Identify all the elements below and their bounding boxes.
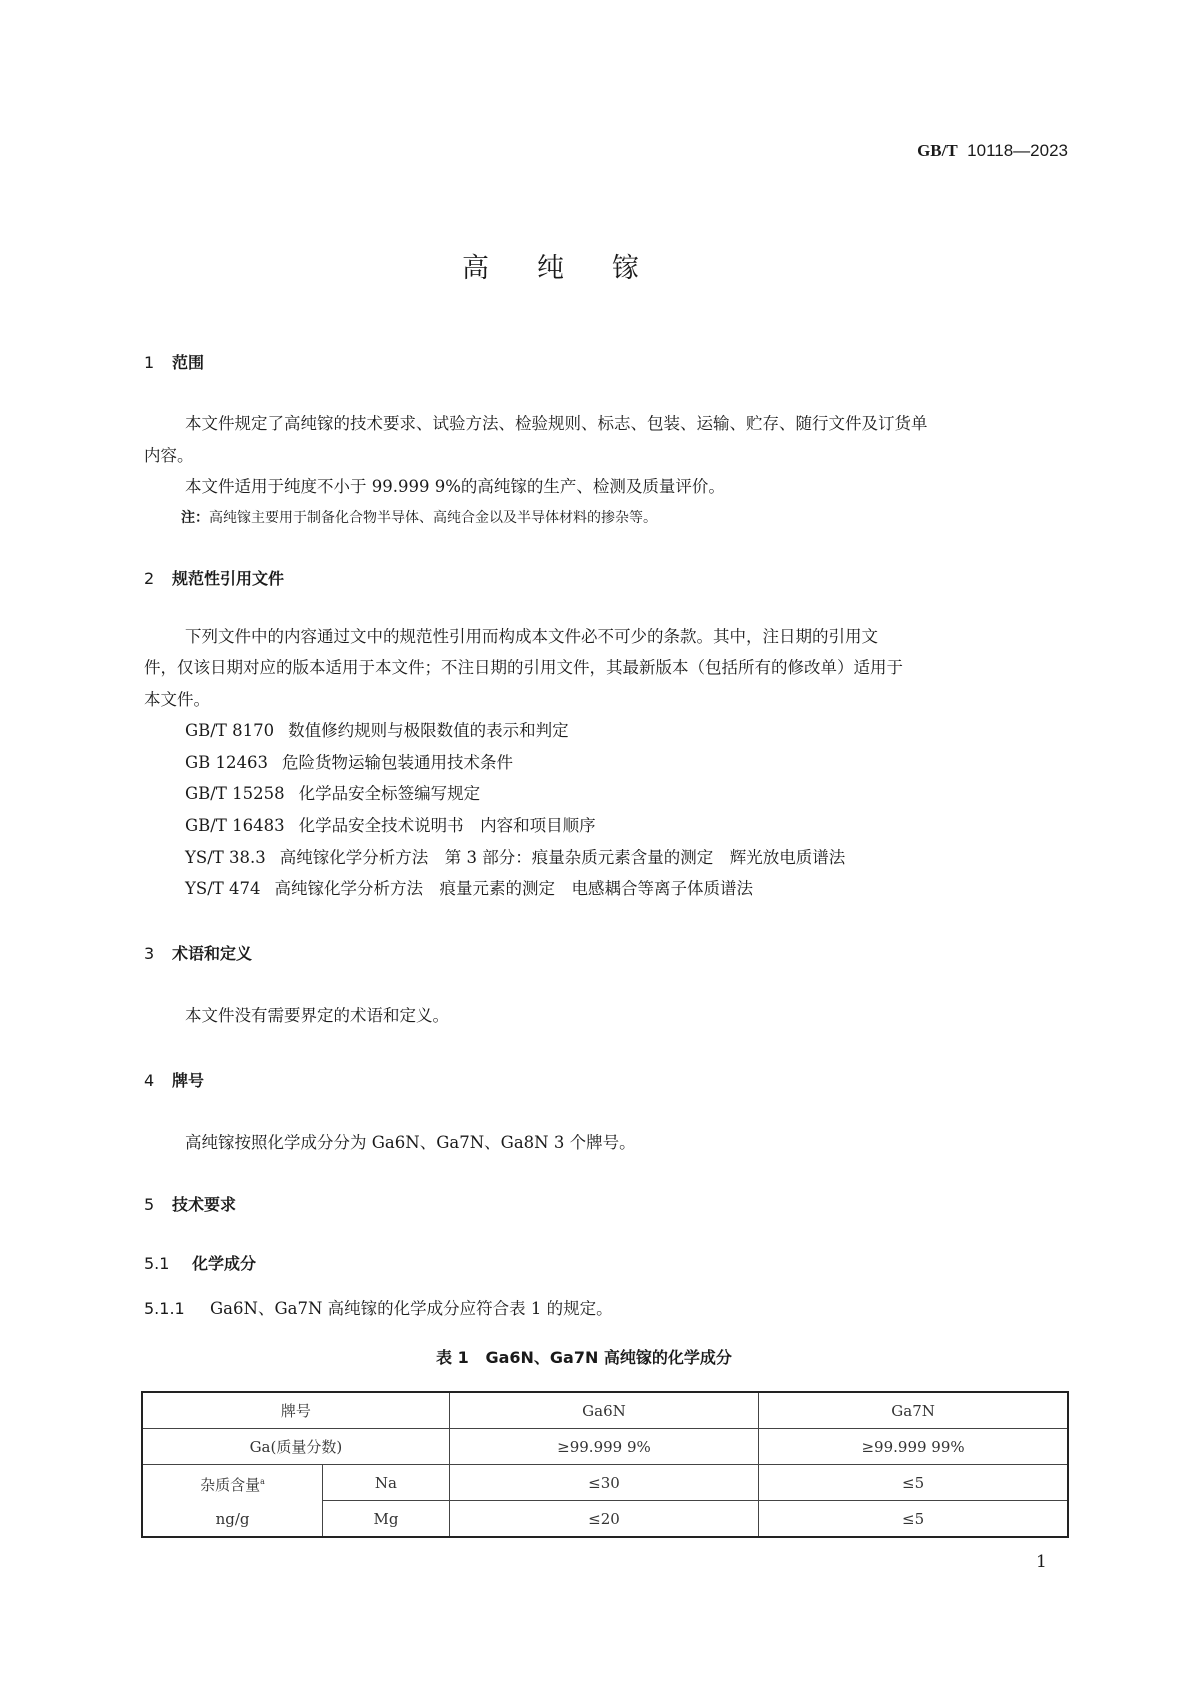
section-3-heading: 3 术语和定义 [144, 944, 253, 963]
section-2-para-line-1: 下列文件中的内容通过文中的规范性引用而构成本文件必不可少的条款。其中，注日期的引用文 [185, 627, 878, 646]
section-2-para-line-3: 本文件。 [144, 690, 210, 709]
section-1-note: 注：高纯镓主要用于制备化合物半导体、高纯合金以及半导体材料的掺杂等。 [181, 510, 657, 526]
reference-item: GB 12463 危险货物运输包装通用技术条件 [185, 753, 514, 772]
standard-number-header [917, 141, 1068, 161]
cell-ga6n-purity: ≥99.999 9% [449, 1429, 758, 1465]
element-mg: Mg [323, 1501, 450, 1538]
row-label-ga: Ga(质量分数) [142, 1429, 449, 1465]
cell-ga7n-na: ≤5 [759, 1465, 1068, 1501]
section-1-para-1: 本文件规定了高纯镓的技术要求、试验方法、检验规则、标志、包装、运输、贮存、随行文件及订货单 [185, 414, 928, 433]
chemical-composition-table [141, 1391, 1069, 1538]
reference-item: GB/T 8170 数值修约规则与极限数值的表示和判定 [185, 721, 569, 740]
section-3-para: 本文件没有需要界定的术语和定义。 [185, 1006, 449, 1025]
impurity-group-label: 杂质含量$^a$ ng/g [142, 1465, 323, 1538]
section-1-para-1-cont: 内容。 [144, 446, 194, 465]
reference-item: YS/T 38.3 高纯镓化学分析方法 第 3 部分：痕量杂质元素含量的测定 辉光放电质谱法 [185, 848, 846, 867]
header-ga6n: Ga6N [449, 1392, 758, 1429]
standard-number: 10118—2023 [967, 141, 1068, 160]
cell-ga6n-na: ≤30 [449, 1465, 758, 1501]
section-4-para: 高纯镓按照化学成分分为 Ga6N、Ga7N、Ga8N 3 个牌号。 [185, 1133, 636, 1152]
section-2-para-line-2: 件，仅该日期对应的版本适用于本文件；不注日期的引用文件，其最新版本（包括所有的修改单）适用于 [144, 658, 903, 677]
table-row-na [142, 1465, 1068, 1501]
cell-ga6n-mg: ≤20 [449, 1501, 758, 1538]
section-1-para-2: 本文件适用于纯度不小于 99.999 9%的高纯镓的生产、检测及质量评价。 [185, 477, 725, 496]
standard-prefix: GB/T [917, 141, 958, 160]
reference-item: YS/T 474 高纯镓化学分析方法 痕量元素的测定 电感耦合等离子体质谱法 [185, 879, 753, 898]
section-5-1-heading: 5.1 化学成分 [144, 1254, 257, 1273]
section-1-heading: 1 范围 [144, 353, 205, 372]
header-ga7n: Ga7N [759, 1392, 1068, 1429]
section-5-heading: 5 技术要求 [144, 1195, 237, 1214]
table-row-ga-purity [142, 1429, 1068, 1465]
section-2-heading: 2 规范性引用文件 [144, 569, 285, 588]
table-header-row [142, 1392, 1068, 1429]
cell-ga7n-mg: ≤5 [759, 1501, 1068, 1538]
header-grade: 牌号 [142, 1392, 449, 1429]
section-4-heading: 4 牌号 [144, 1071, 205, 1090]
reference-item: GB/T 16483 化学品安全技术说明书 内容和项目顺序 [185, 816, 596, 835]
cell-ga7n-purity: ≥99.999 99% [759, 1429, 1068, 1465]
clause-5-1-1: 5.1.1 Ga6N、Ga7N 高纯镓的化学成分应符合表 1 的规定。 [144, 1299, 613, 1318]
page-number: 1 [1036, 1552, 1047, 1572]
element-na: Na [323, 1465, 450, 1501]
page-title: 高纯镓 [462, 253, 687, 284]
reference-item: GB/T 15258 化学品安全标签编写规定 [185, 784, 481, 803]
table-1-caption: 表 1 Ga6N、Ga7N 高纯镓的化学成分 [436, 1348, 732, 1367]
